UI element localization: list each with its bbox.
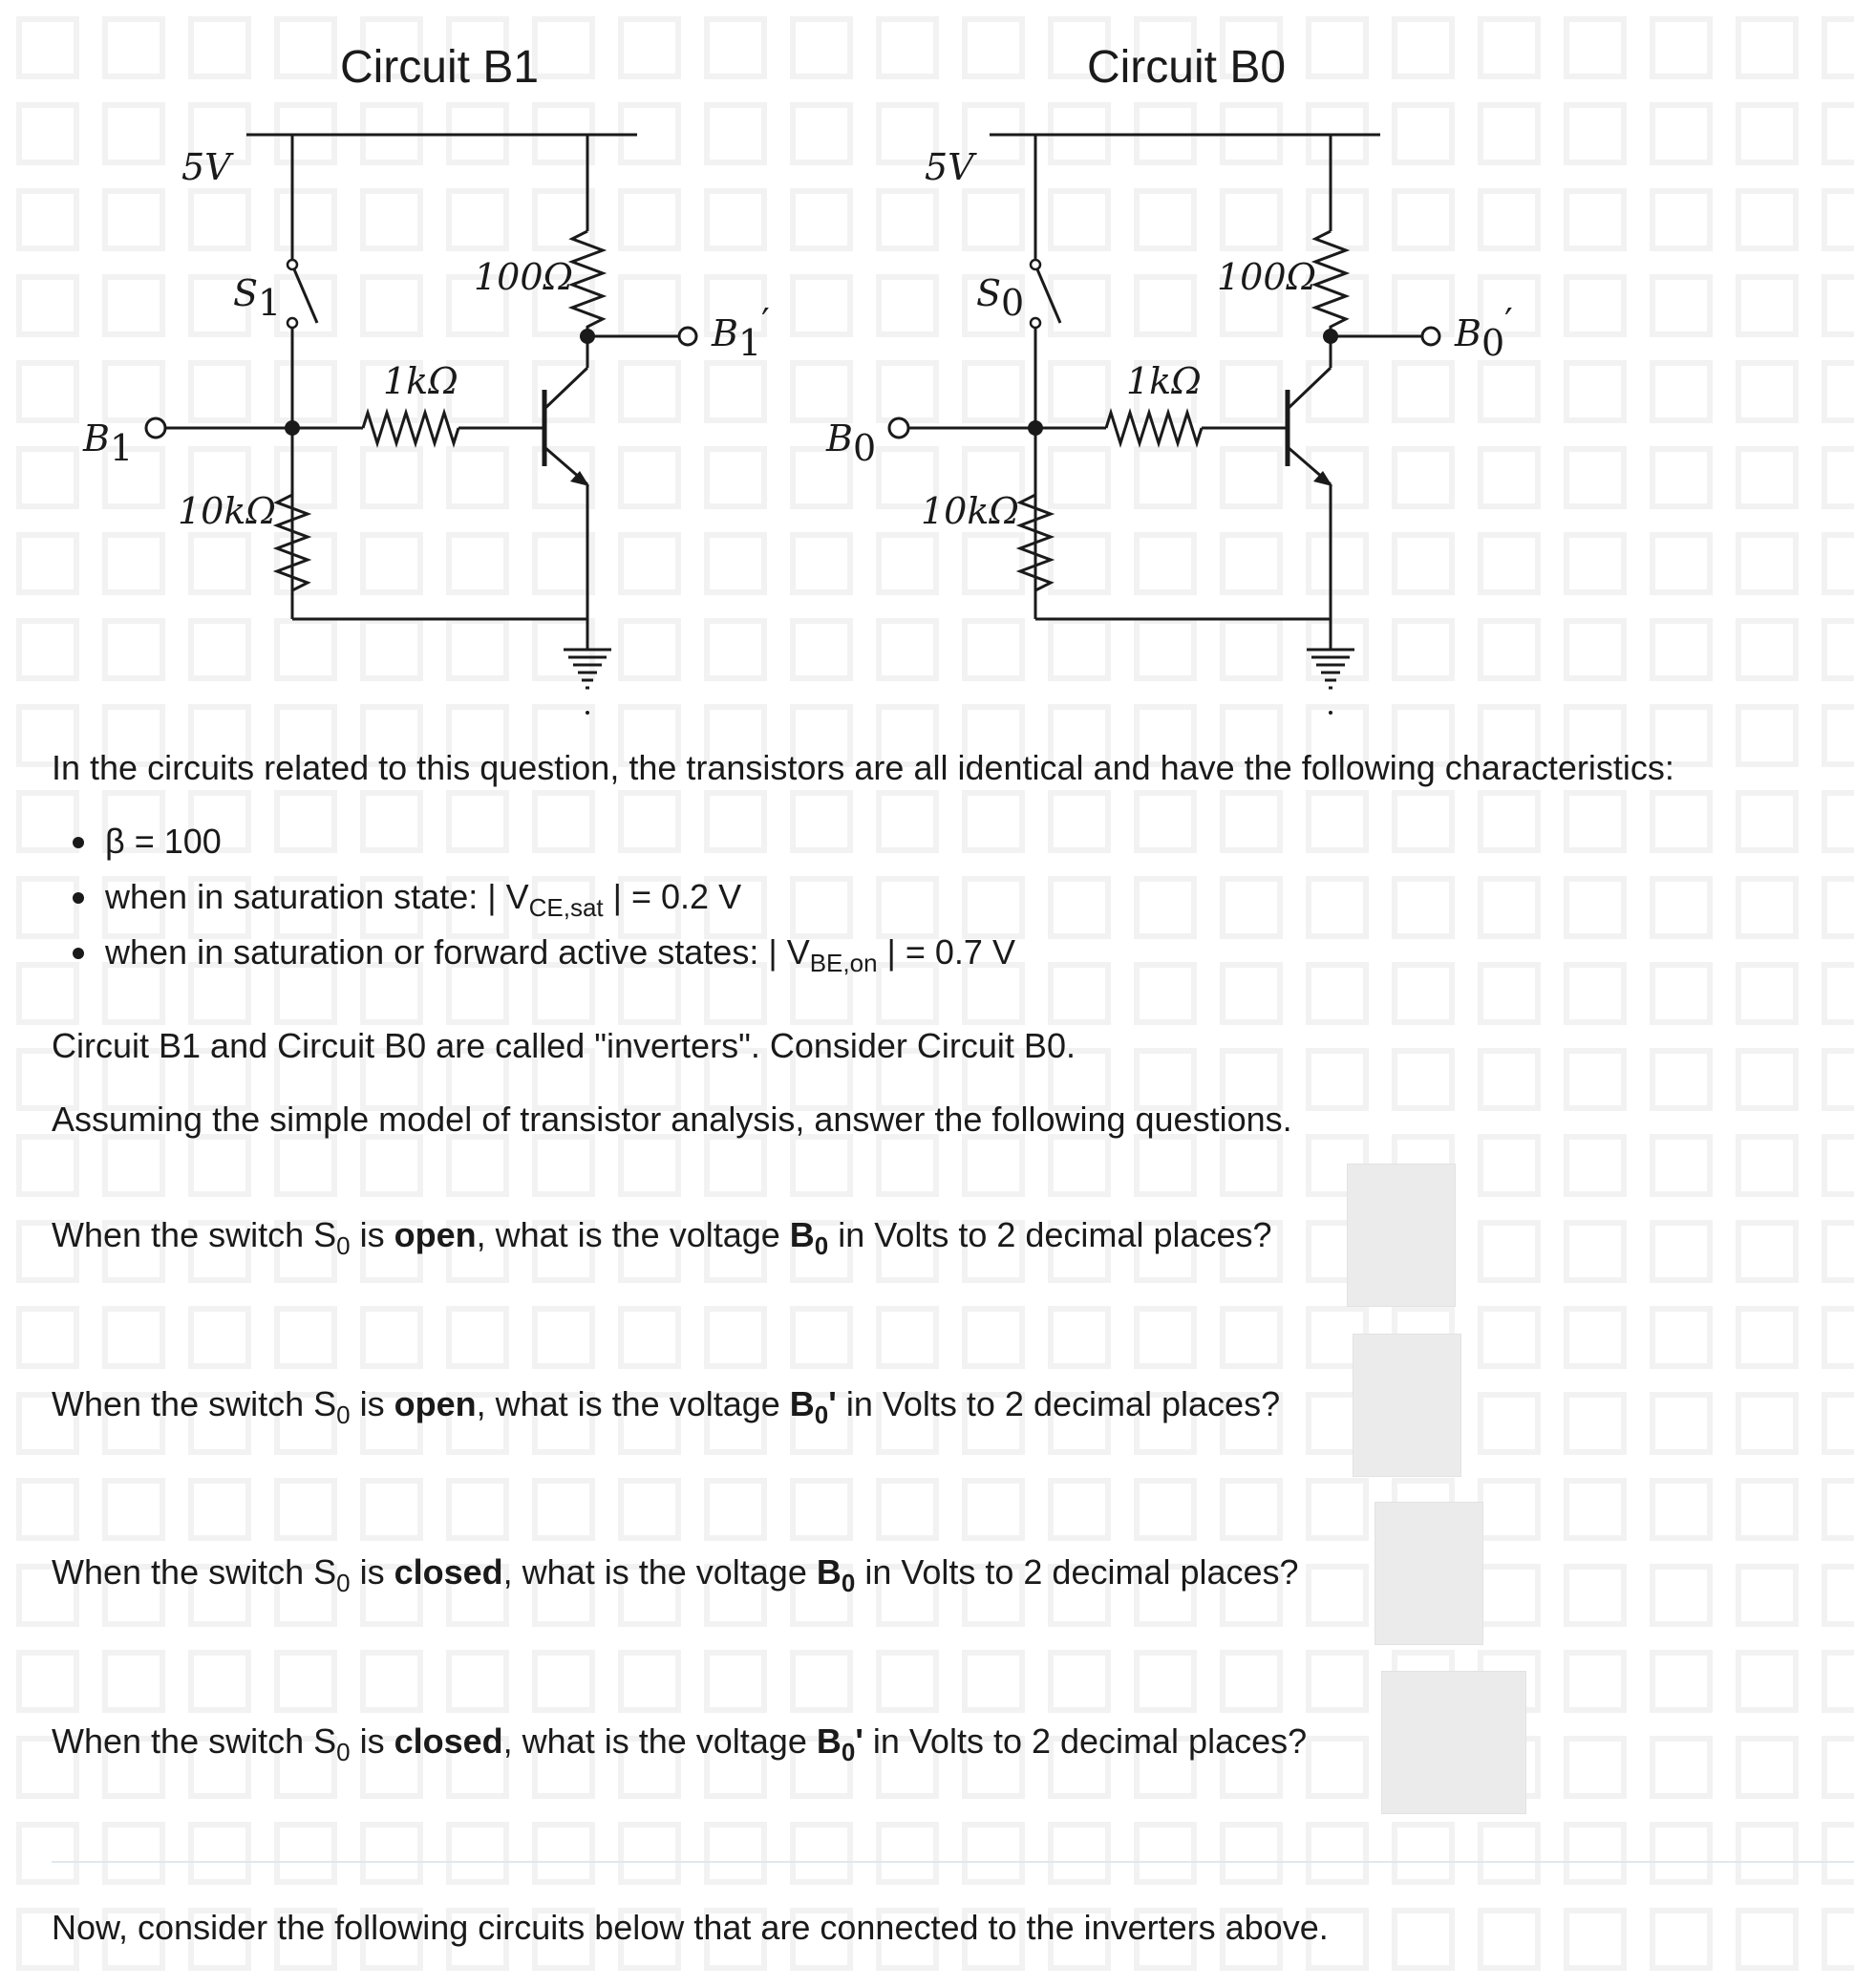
circuit-b0-supply-label: 5V	[925, 146, 974, 188]
circuit-b1-pulldown-resistor-label: 10kΩ	[178, 490, 276, 532]
answer-input-1[interactable]	[1347, 1164, 1456, 1307]
circuit-b1-collector-resistor-label: 100Ω	[474, 256, 574, 298]
answer-input-2[interactable]	[1353, 1334, 1461, 1477]
circuit-b0	[825, 42, 1513, 715]
circuit-b0-base-resistor	[1106, 413, 1202, 443]
circuit-b0-output-terminal	[1422, 328, 1439, 345]
section-divider	[52, 1861, 1854, 1863]
circuit-b1-title: Circuit B1	[339, 42, 540, 93]
question-2: When the switch $S_0$ is open, what is the voltage $B_0'$ in Volts to 2 decimal places?	[52, 1384, 1281, 1429]
circuit-b1-switch	[294, 269, 317, 323]
circuit-b0-base-resistor-label: 1kΩ	[1126, 360, 1202, 402]
circuit-b1-input-terminal	[146, 418, 165, 438]
circuit-b1-output-label: B1′	[712, 301, 770, 364]
instruction-text: Assuming the simple model of transistor analysis, answer the following questions.	[52, 1100, 1292, 1139]
circuit-b1-output-terminal	[679, 328, 696, 345]
circuit-b0-title: Circuit B0	[1086, 42, 1287, 93]
inverter-statement: Circuit B1 and Circuit B0 are called "inverters". Consider Circuit B0.	[52, 1026, 1076, 1065]
circuit-b0-ground-icon	[1307, 650, 1354, 715]
list-item: when in saturation state: | $V_{CE,sat}$ | = 0.2 V	[52, 873, 1015, 929]
circuit-b0-collector-resistor	[1315, 231, 1346, 336]
list-item: when in saturation or forward active states: | $V_{BE,on}$ | = 0.7 V	[52, 929, 1015, 984]
circuit-b1-switch-label: S1	[233, 272, 282, 324]
circuit-b1-base-resistor	[363, 413, 458, 443]
intro-text: In the circuits related to this question, the transistors are all identical and have the following characteristics:	[52, 748, 1674, 787]
circuit-b1-supply-label: 5V	[181, 146, 231, 188]
circuit-b0-pulldown-resistor-label: 10kΩ	[921, 490, 1019, 532]
circuit-b1	[82, 42, 770, 715]
circuit-b0-input-terminal	[889, 418, 908, 438]
circuit-b1-input-label: B1	[83, 417, 134, 469]
circuit-b0-collector-resistor-label: 100Ω	[1217, 256, 1317, 298]
characteristics-list	[52, 818, 1015, 984]
question-1: When the switch $S_0$ is open, what is the voltage $B_0$ in Volts to 2 decimal places?	[52, 1215, 1272, 1260]
answer-input-3[interactable]	[1375, 1502, 1483, 1645]
answer-input-4[interactable]	[1381, 1671, 1526, 1814]
question-4: When the switch $S_0$ is closed, what is the voltage $B_0'$ in Volts to 2 decimal places?	[52, 1721, 1308, 1766]
followup-text: Now, consider the following circuits below that are connected to the inverters above.	[52, 1908, 1329, 1947]
list-item: β = 100	[52, 818, 1015, 873]
question-3: When the switch $S_0$ is closed, what is the voltage $B_0$ in Volts to 2 decimal places?	[52, 1552, 1299, 1597]
circuit-b0-input-label: B0	[826, 417, 877, 469]
circuit-b0-switch-label: S0	[976, 272, 1025, 324]
circuit-b0-output-label: B0′	[1455, 301, 1513, 364]
circuit-b1-ground-icon	[564, 650, 611, 715]
circuit-b1-base-resistor-label: 1kΩ	[383, 360, 458, 402]
circuit-b1-collector-resistor	[572, 231, 603, 336]
circuit-diagrams	[0, 0, 1854, 745]
circuit-b0-switch	[1037, 269, 1060, 323]
